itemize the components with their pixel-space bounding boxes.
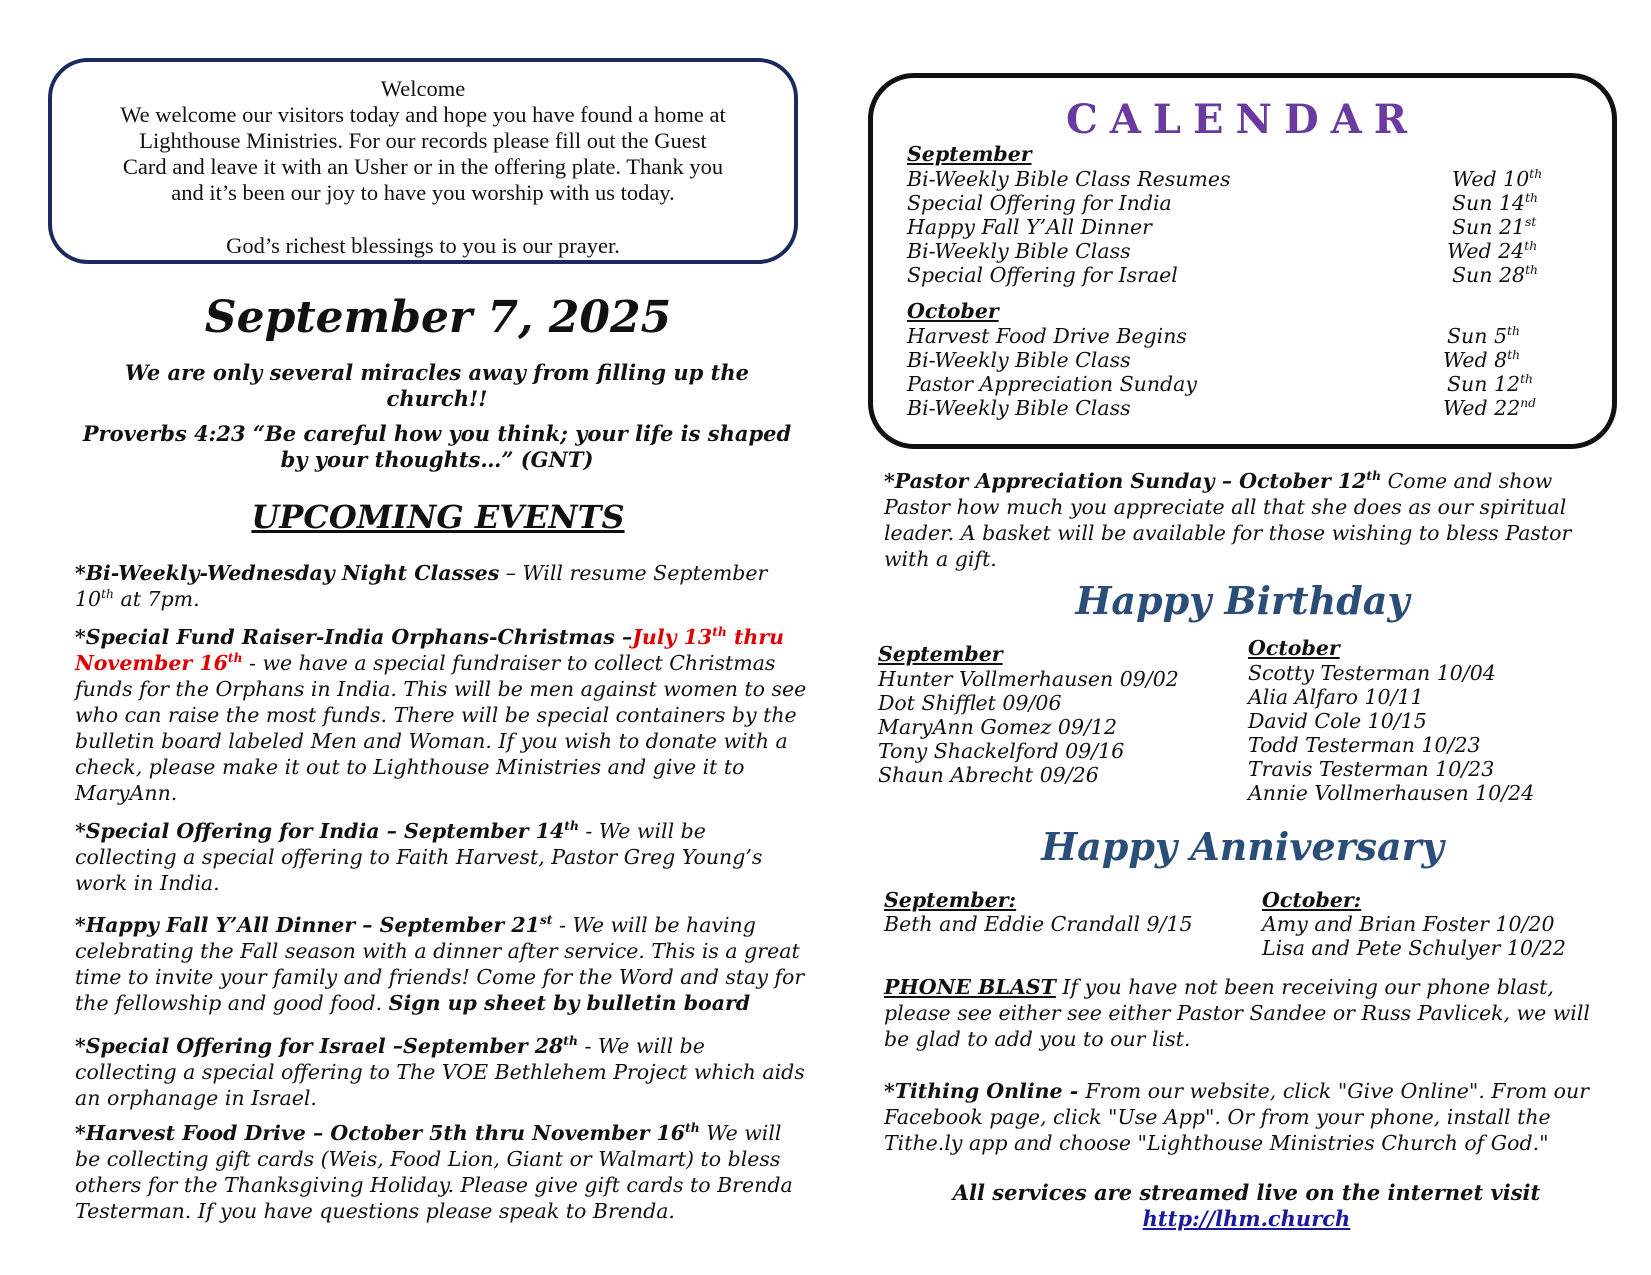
happy-birthday-title: Happy Birthday: [1075, 578, 1410, 623]
calendar-month-october: October: [907, 299, 999, 323]
list-item: Dot Shifflet 09/06: [878, 691, 1062, 715]
event-food-drive: [75, 1120, 810, 1224]
pastor-text: Come and show Pastor how much you appreciate all that she does as our spiritual leader. A basket will be available for those wishing to bless Pastor with a gift.: [884, 469, 1572, 571]
date-title: September 7, 2025: [204, 292, 672, 343]
anniversary-october-list: [1262, 912, 1566, 960]
stream-text: All services are streamed live on the internet visit: [952, 1180, 1541, 1205]
church-website-link[interactable]: http://lhm.church: [1142, 1206, 1351, 1231]
event-signup: Sign up sheet by bulletin board: [388, 991, 751, 1015]
verse: Proverbs 4:23 “Be careful how you think; your life is shaped by your thoughts…” (GNT): [82, 421, 792, 472]
calendar-row: [907, 372, 1547, 396]
event-title: *Bi-Weekly-Wednesday Night Classes: [75, 561, 500, 585]
welcome-line: Card and leave it with an Usher or in the offering plate. Thank you: [122, 154, 724, 179]
welcome-line: Lighthouse Ministries. For our records please fill out the Guest: [139, 128, 707, 153]
birthday-september-list: [878, 667, 1179, 787]
calendar-row: [907, 167, 1547, 191]
calendar-title: CALENDAR: [1065, 96, 1419, 143]
list-item: MaryAnn Gomez 09/12: [878, 715, 1118, 739]
calendar-event: Special Offering for Israel: [907, 263, 1178, 287]
welcome-blessing: God’s richest blessings to you is our prayer.: [226, 233, 620, 258]
event-text: - we have a special fundraiser to collect Christmas funds for the Orphans in India. This will be men against women to see who can raise the most funds. There will be special containers by the bulletin board labeled Men and Woman. If you wish to donate with a check, please make it out to Lighthouse Ministries and give it to MaryAnn.: [75, 651, 807, 805]
calendar-event: Pastor Appreciation Sunday: [907, 372, 1197, 396]
pastor-title: *Pastor Appreciation Sunday – October 12: [884, 469, 1367, 493]
calendar-row: [907, 348, 1547, 372]
birthday-october-list: [1248, 661, 1534, 805]
calendar-date: Sun 12th: [1447, 372, 1533, 396]
event-text: - We will be having celebrating the Fall season with a dinner after service. This is a great time to invite your family and friends! Come for the Word and stay for the fellowship and good food.: [75, 913, 805, 1015]
welcome-box: [48, 58, 798, 264]
event-offering-india: [75, 818, 810, 896]
calendar-event: Harvest Food Drive Begins: [907, 324, 1187, 348]
calendar-row: [907, 215, 1547, 239]
event-fund-raiser: [75, 624, 810, 806]
event-text: - We will be collecting a special offering to Faith Harvest, Pastor Greg Young’s work in India.: [75, 819, 763, 895]
calendar-date: Wed 24th: [1447, 239, 1538, 263]
birthday-october-label: October: [1248, 636, 1340, 660]
list-item: Travis Testerman 10/23: [1248, 757, 1495, 781]
list-item: David Cole 10/15: [1248, 709, 1427, 733]
list-item: Hunter Vollmerhausen 09/02: [878, 667, 1179, 691]
event-title: *Special Fund Raiser-India Orphans-Christmas –: [75, 625, 633, 649]
event-sup: th: [564, 818, 579, 834]
calendar-event: Bi-Weekly Bible Class Resumes: [907, 167, 1231, 191]
event-sup: th: [712, 624, 727, 640]
calendar-event: Special Offering for India: [907, 191, 1172, 215]
event-bible-class: [75, 560, 810, 612]
list-item: Tony Shackelford 09/16: [878, 739, 1125, 763]
event-offering-israel: [75, 1033, 810, 1111]
happy-anniversary-title: Happy Anniversary: [1041, 824, 1444, 869]
calendar-row: [907, 396, 1547, 420]
calendar-event: Bi-Weekly Bible Class: [907, 239, 1131, 263]
pastor-sup: th: [1366, 468, 1382, 484]
anniversary-october-label: October:: [1262, 888, 1362, 912]
list-item: Lisa and Pete Schulyer 10/22: [1262, 936, 1566, 960]
calendar-date: Sun 28th: [1452, 263, 1538, 287]
list-item: Alia Alfaro 10/11: [1248, 685, 1424, 709]
event-title: *Special Offering for India – September 14: [75, 819, 565, 843]
event-text: We will be collecting gift cards (Weis, Food Lion, Giant or Walmart) to bless others for the Thanksgiving Holiday. Please give gift cards to Brenda Testerman. If you have questions please speak to Brenda.: [75, 1121, 793, 1223]
tagline: We are only several miracles away from filling up the church!!: [125, 360, 749, 411]
calendar-date: Wed 8th: [1443, 348, 1521, 372]
calendar-row: [907, 263, 1547, 287]
tithing-text: From our website, click "Give Online". From our Facebook page, click "Use App". Or from your phone, install the Tithe.ly app and choose "Lighthouse Ministries Church of God.": [884, 1079, 1590, 1155]
calendar-row: [907, 239, 1547, 263]
event-title: *Special Offering for Israel –September 28: [75, 1034, 564, 1058]
calendar-event: Bi-Weekly Bible Class: [907, 348, 1131, 372]
calendar-date: Wed 22nd: [1443, 396, 1537, 420]
calendar-date: Sun 5th: [1447, 324, 1520, 348]
calendar-row: [907, 191, 1547, 215]
pastor-appreciation: [884, 468, 1609, 572]
event-title: *Happy Fall Y’All Dinner – September 21: [75, 913, 540, 937]
event-title: *Harvest Food Drive – October 5th thru November 16: [75, 1121, 686, 1145]
list-item: Scotty Testerman 10/04: [1248, 661, 1496, 685]
event-date-red: July 13: [632, 625, 713, 649]
calendar-date: Wed 10th: [1452, 167, 1543, 191]
anniversary-september-label: September:: [884, 888, 1017, 912]
event-sup: th: [227, 650, 243, 666]
tithing-title: *Tithing Online -: [884, 1079, 1086, 1103]
tithing-online: [884, 1078, 1609, 1156]
list-item: Todd Testerman 10/23: [1248, 733, 1481, 757]
welcome-line: and it’s been our joy to have you worship with us today.: [171, 180, 675, 205]
calendar-date: Sun 14th: [1452, 191, 1538, 215]
anniversary-september-list: [884, 912, 1193, 936]
list-item: Beth and Eddie Crandall 9/15: [884, 912, 1193, 936]
upcoming-events-title: UPCOMING EVENTS: [251, 498, 625, 536]
calendar-event: Bi-Weekly Bible Class: [907, 396, 1131, 420]
welcome-title: Welcome: [380, 76, 466, 101]
welcome-line: We welcome our visitors today and hope you have found a home at: [120, 102, 726, 127]
event-sup: th: [563, 1033, 578, 1049]
event-sup: st: [539, 912, 553, 928]
event-text: at 7pm.: [113, 587, 200, 611]
calendar-date: Sun 21st: [1452, 215, 1537, 239]
list-item: Annie Vollmerhausen 10/24: [1248, 781, 1535, 805]
event-date-red: thru November 16: [75, 625, 785, 675]
phone-blast-title: PHONE BLAST: [884, 975, 1056, 999]
event-sup: th: [101, 587, 114, 602]
birthday-september-label: September: [878, 642, 1003, 666]
list-item: Amy and Brian Foster 10/20: [1262, 912, 1555, 936]
list-item: Shaun Abrecht 09/26: [878, 763, 1099, 787]
event-text: – Will resume September 10: [75, 561, 768, 611]
event-text: - We will be collecting a special offering to The VOE Bethlehem Project which aids an orphanage in Israel.: [75, 1034, 805, 1110]
phone-blast-text: If you have not been receiving our phone blast, please see either see either Pastor Sandee or Russ Pavlicek, we will be glad to add you to our list.: [884, 975, 1590, 1051]
phone-blast: [884, 974, 1609, 1052]
event-fall-dinner: [75, 912, 810, 1016]
calendar-month-september: September: [907, 142, 1032, 166]
calendar-event: Happy Fall Y’All Dinner: [907, 215, 1152, 239]
calendar-row: [907, 324, 1547, 348]
event-sup: th: [685, 1120, 700, 1136]
